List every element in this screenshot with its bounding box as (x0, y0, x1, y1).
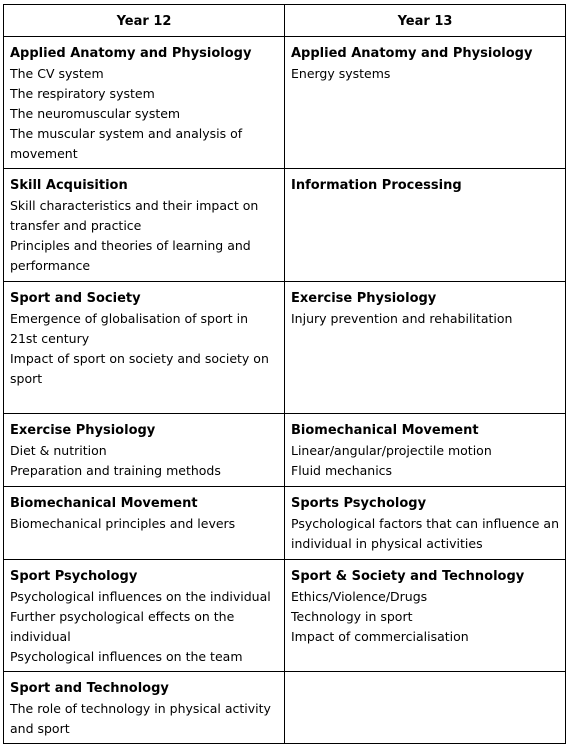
table-row (4, 487, 566, 560)
topic-item: The neuromuscular system (10, 106, 181, 121)
section-title: Applied Anatomy and Physiology (10, 46, 252, 61)
header-year-13: Year 13 (285, 5, 566, 37)
section-title: Sport & Society and Technology (291, 569, 525, 584)
section-title: Biomechanical Movement (291, 423, 479, 438)
table-cell (285, 487, 566, 560)
table-cell (4, 37, 285, 169)
topic-item: The role of technology in physical activity and sport (10, 701, 271, 736)
topic-item: Fluid mechanics (291, 463, 393, 478)
section-title: Sport and Technology (10, 681, 169, 696)
header-row (4, 5, 566, 37)
topic-item: Ethics/Violence/Drugs (291, 589, 428, 604)
table-body (4, 37, 566, 744)
topic-item: Injury prevention and rehabilitation (291, 311, 513, 326)
topic-item: Impact of commercialisation (291, 629, 469, 644)
topic-item: The CV system (10, 66, 104, 81)
topic-item: Emergence of globalisation of sport in 21st century (10, 311, 249, 346)
table-cell (285, 37, 566, 169)
table-cell (285, 282, 566, 414)
header-year-12: Year 12 (4, 5, 285, 37)
table-row (4, 37, 566, 169)
table-cell (4, 672, 285, 744)
section-title: Exercise Physiology (291, 291, 437, 306)
table-row (4, 169, 566, 282)
topic-item: Biomechanical principles and levers (10, 516, 236, 531)
topic-item: Psychological factors that can influence an individual in physical activities (291, 516, 559, 551)
topic-item: The respiratory system (10, 86, 155, 101)
table-cell (285, 169, 566, 282)
table-cell (4, 414, 285, 487)
topic-item: Technology in sport (291, 609, 413, 624)
table-cell (4, 487, 285, 560)
table-cell (4, 560, 285, 672)
topic-item: The muscular system and analysis of movement (10, 126, 243, 161)
section-title: Sport Psychology (10, 569, 138, 584)
table-cell (285, 414, 566, 487)
topic-item: Skill characteristics and their impact on transfer and practice (10, 198, 259, 233)
topic-item: Psychological influences on the individual (10, 589, 271, 604)
table-cell (4, 169, 285, 282)
section-title: Applied Anatomy and Physiology (291, 46, 533, 61)
section-title: Skill Acquisition (10, 178, 128, 193)
section-title: Information Processing (291, 178, 462, 193)
topic-item: Psychological influences on the team (10, 649, 243, 664)
section-title: Biomechanical Movement (10, 496, 198, 511)
topic-item: Preparation and training methods (10, 463, 221, 478)
section-title: Sports Psychology (291, 496, 427, 511)
topic-item: Diet & nutrition (10, 443, 107, 458)
topic-item: Impact of sport on society and society on sport (10, 351, 269, 386)
table-row (4, 560, 566, 672)
table-cell (4, 282, 285, 414)
curriculum-table (3, 4, 566, 744)
table-cell (285, 672, 566, 744)
section-title: Exercise Physiology (10, 423, 156, 438)
table-row (4, 414, 566, 487)
section-title: Sport and Society (10, 291, 141, 306)
table-row (4, 282, 566, 414)
topic-item: Energy systems (291, 66, 391, 81)
topic-item: Principles and theories of learning and performance (10, 238, 251, 273)
topic-item: Linear/angular/projectile motion (291, 443, 492, 458)
table-cell (285, 560, 566, 672)
topic-item: Further psychological effects on the individual (10, 609, 235, 644)
table-row (4, 672, 566, 744)
